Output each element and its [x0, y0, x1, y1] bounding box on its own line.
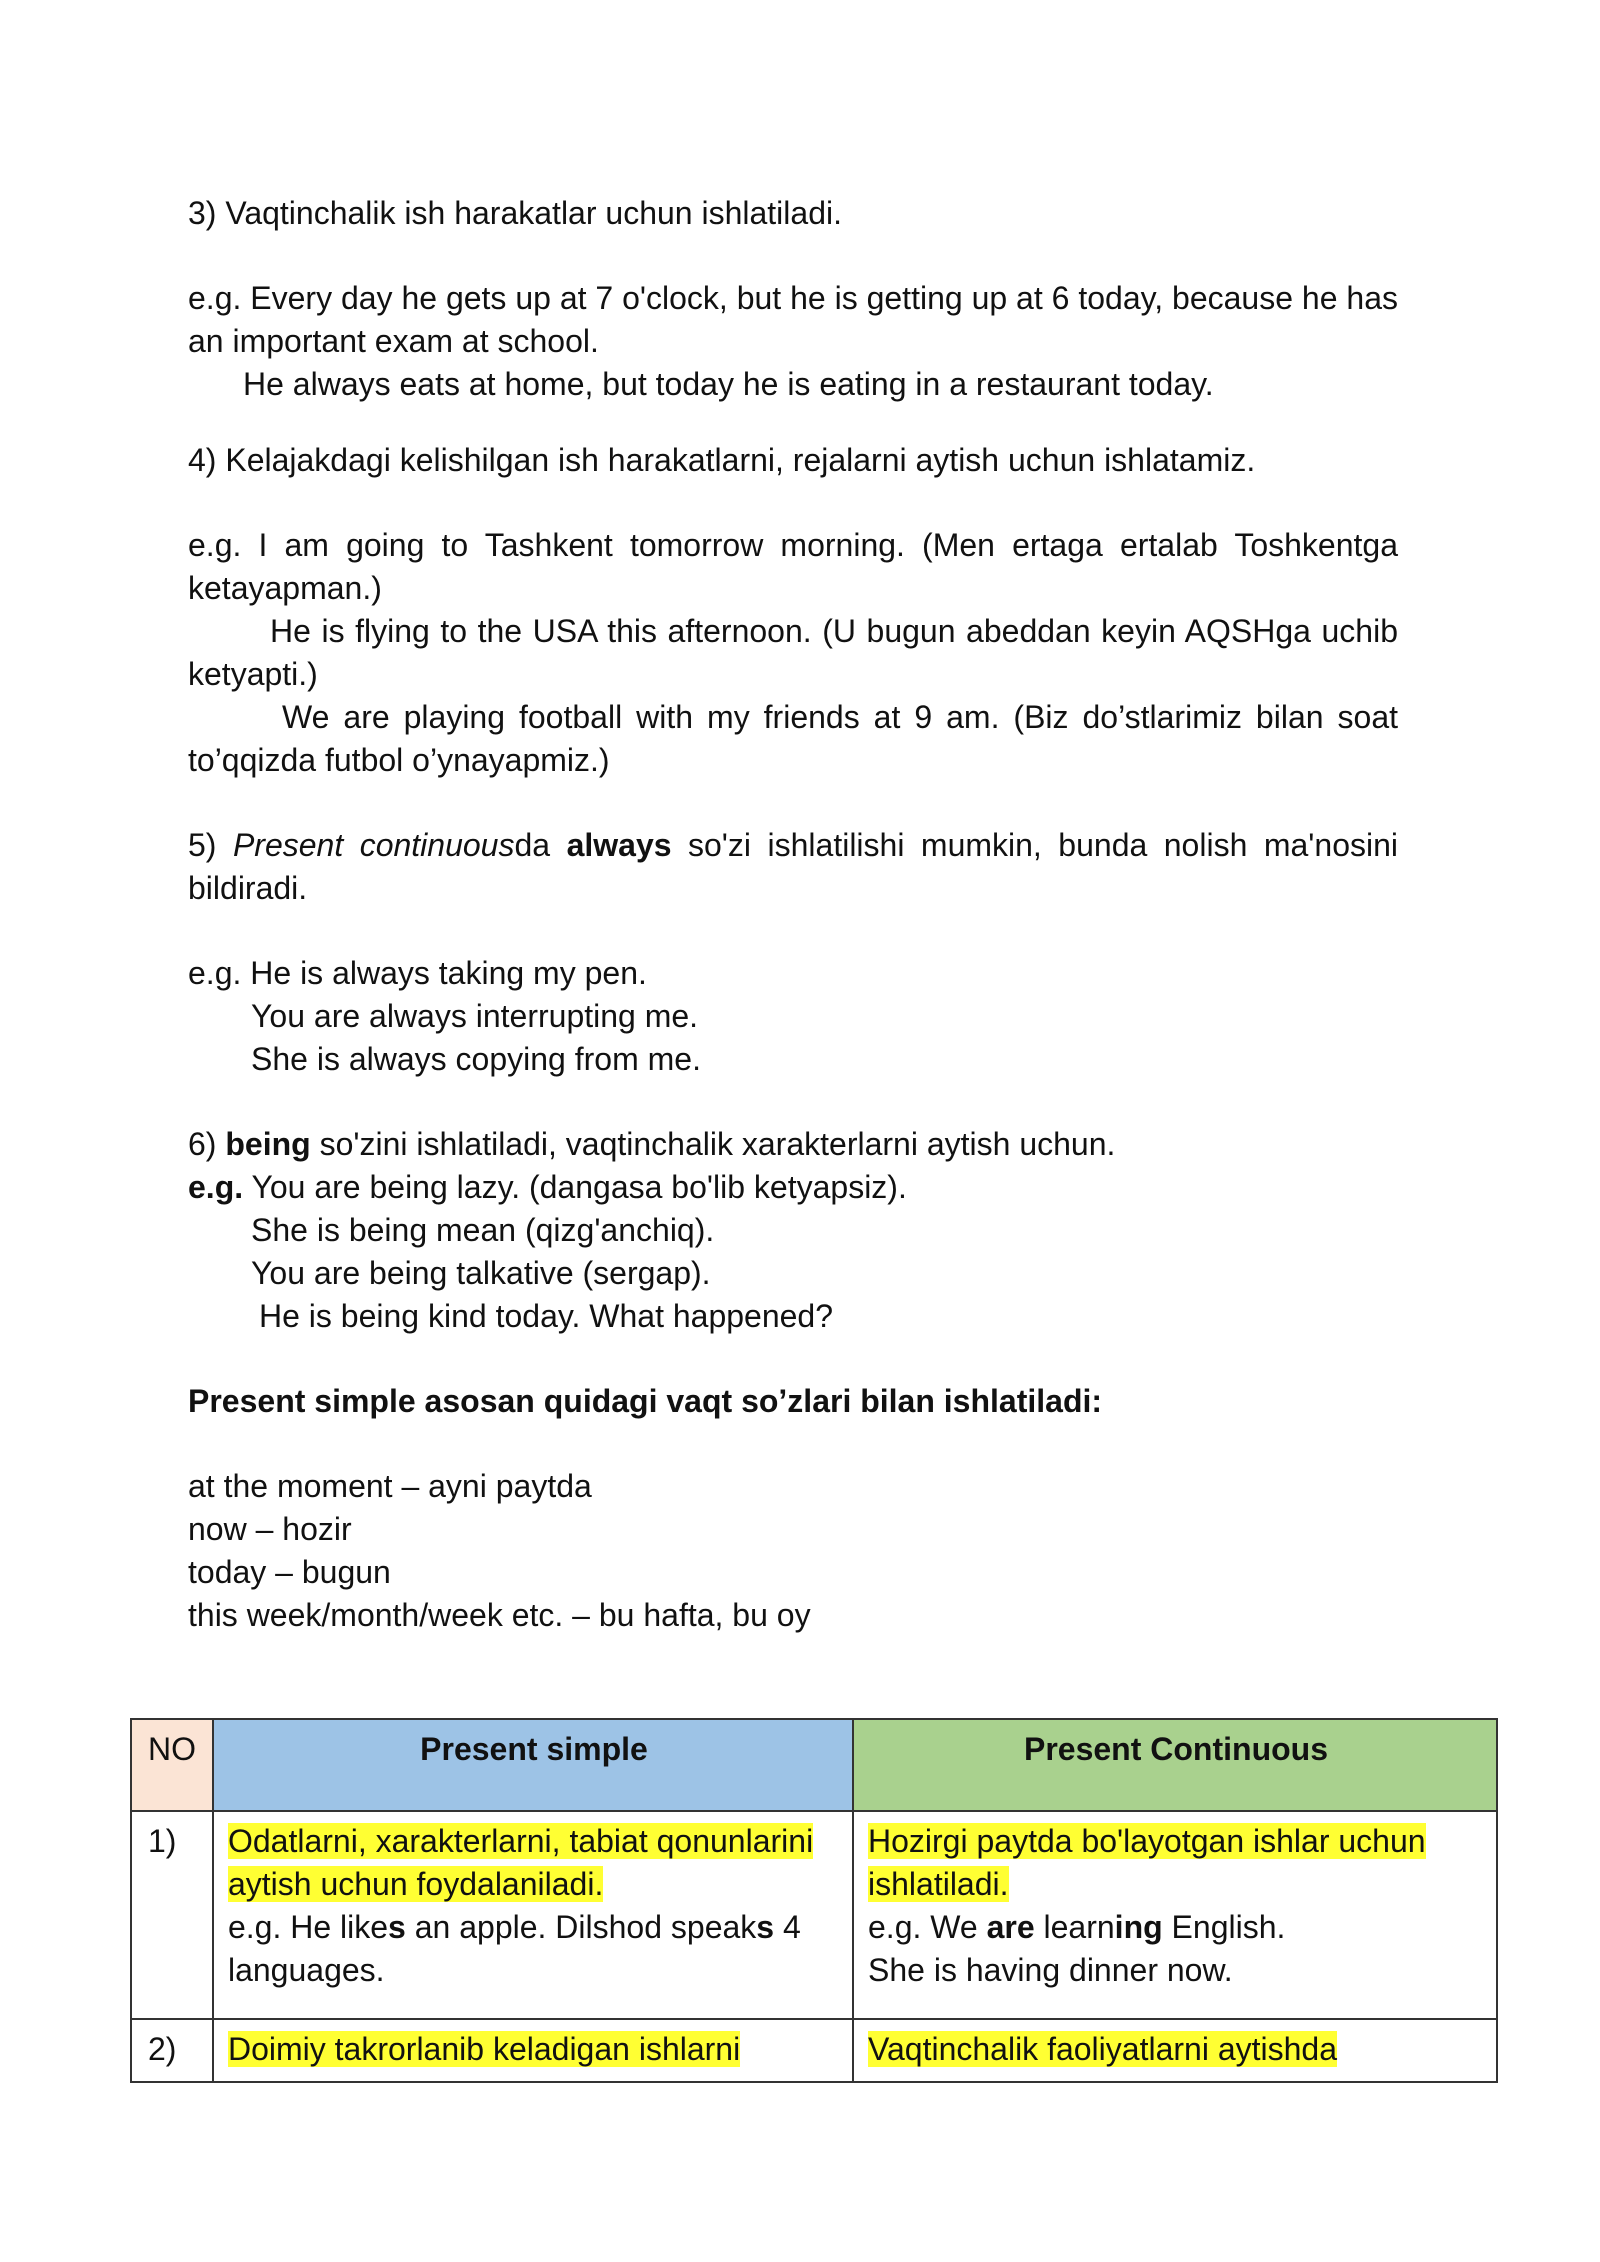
section-6-rest: so'zini ishlatiladi, vaqtinchalik xarakterlarni aytish uchun.: [310, 1126, 1116, 1162]
time-word-3: today – bugun: [188, 1554, 391, 1590]
row-number: 1): [131, 1811, 213, 2019]
present-continuous-rule: Vaqtinchalik faoliyatlarni aytishda: [868, 2031, 1337, 2067]
time-word-4: this week/month/week etc. – bu hafta, bu oy: [188, 1597, 811, 1633]
section-5-number: 5): [188, 827, 233, 863]
time-words-heading-text: Present simple asosan quidagi vaqt so’zlari bilan ishlatiladi:: [188, 1383, 1103, 1419]
section-5-rest: so'zi ishlatilishi mumkin, bunda nolish ma'nosini bildiradi.: [188, 827, 1399, 906]
section-3-example-2: He always eats at home, but today he is eating in a restaurant today.: [243, 366, 1214, 402]
section-5-suffix: da: [514, 827, 567, 863]
present-continuous-cell: [853, 2019, 1497, 2082]
present-simple-cell: [213, 1811, 853, 2019]
section-6-eg-label: e.g.: [188, 1169, 244, 1205]
section-4-heading: 4) Kelajakdagi kelishilgan ish harakatlarni, rejalarni aytish uchun ishlatamiz.: [188, 442, 1256, 478]
section-5-heading: [188, 824, 1398, 910]
present-continuous-cell: [853, 1811, 1497, 2019]
time-word-2: now – hozir: [188, 1511, 352, 1547]
section-4-example-1: e.g. I am going to Tashkent tomorrow morning. (Men ertaga ertalab Toshkentga ketayapman.): [188, 527, 1398, 606]
section-6-example-3: You are being talkative (sergap).: [251, 1255, 711, 1291]
section-4-example-3: We are playing football with my friends at 9 am. (Biz do’stlarimiz bilan soat to’qqizda futbol o’ynayapmiz.): [188, 699, 1398, 778]
section-3-heading: 3) Vaqtinchalik ish harakatlar uchun ishlatiladi.: [188, 195, 842, 231]
section-6-number: 6): [188, 1126, 226, 1162]
section-6-example-1: [188, 1166, 1398, 1209]
present-continuous-example: e.g. We are learning English.: [868, 1909, 1286, 1945]
table-row: [131, 1811, 1497, 2019]
document-body: [188, 192, 1398, 1637]
section-5-example-3: She is always copying from me.: [251, 1041, 701, 1077]
section-6-example-4: He is being kind today. What happened?: [259, 1298, 834, 1334]
section-6-example-2: She is being mean (qizg'anchiq).: [251, 1212, 715, 1248]
present-simple-example: e.g. He likes an apple. Dilshod speaks 4 languages.: [227, 1909, 801, 1988]
present-simple-rule: Doimiy takrorlanib keladigan ishlarni: [227, 2031, 741, 2067]
header-present-simple: Present simple: [213, 1719, 853, 1811]
header-no: NO: [131, 1719, 213, 1811]
present-simple-rule: Odatlarni, xarakterlarni, tabiat qonunlarini aytish uchun foydalaniladi.: [227, 1823, 814, 1902]
table-header-row: [131, 1719, 1497, 1811]
comparison-table: [130, 1718, 1498, 2083]
row-number: 2): [131, 2019, 213, 2082]
section-6-keyword: being: [225, 1126, 311, 1162]
section-5-example-2: You are always interrupting me.: [251, 998, 699, 1034]
time-word-1: at the moment – ayni paytda: [188, 1468, 592, 1504]
section-3-example-1: e.g. Every day he gets up at 7 o'clock, but he is getting up at 6 today, because he has an important exam at school.: [188, 280, 1398, 359]
section-5-tense-name: Present continuous: [232, 827, 515, 863]
header-present-continuous: Present Continuous: [853, 1719, 1497, 1811]
section-5-example-1: e.g. He is always taking my pen.: [188, 955, 647, 991]
present-continuous-example-2: She is having dinner now.: [868, 1952, 1233, 1988]
table-row: [131, 2019, 1497, 2082]
present-continuous-rule: Hozirgi paytda bo'layotgan ishlar uchun ishlatiladi.: [868, 1823, 1426, 1902]
section-4-example-2: He is flying to the USA this afternoon. (U bugun abeddan keyin AQSHga uchib ketyapti.): [188, 613, 1398, 692]
section-6-example-1-text: You are being lazy. (dangasa bo'lib ketyapsiz).: [243, 1169, 907, 1205]
time-words-heading: [188, 1380, 1398, 1423]
section-6-heading: [188, 1123, 1398, 1166]
section-5-keyword: always: [566, 827, 672, 863]
present-simple-cell: [213, 2019, 853, 2082]
